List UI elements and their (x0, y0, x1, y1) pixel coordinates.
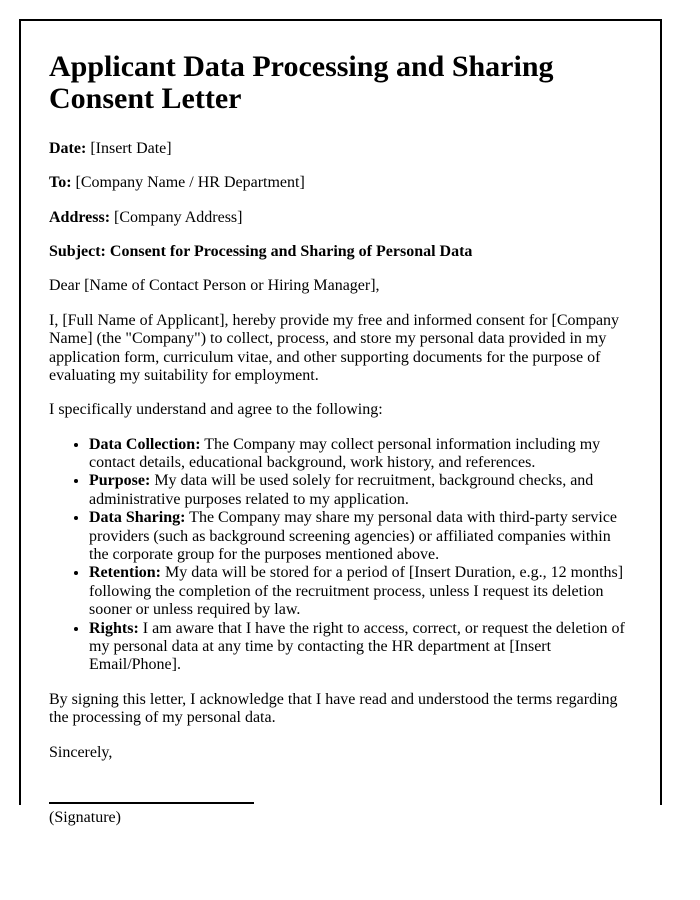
bullet-label: Data Collection: (89, 435, 201, 453)
consent-letter-document (19, 19, 662, 827)
consent-terms-list (49, 436, 632, 675)
bullet-item-retention (89, 564, 632, 619)
address-field (49, 209, 632, 227)
bullet-text: The Company may share my personal data with third-party service providers (such as background screening agencies) or affiliated companies within the corporate group for the purposes mentioned above. (89, 509, 618, 564)
signature-caption: (Signature) (49, 809, 121, 827)
address-label: Address: (49, 208, 111, 226)
to-field (49, 174, 632, 192)
subject-text: Subject: Consent for Processing and Sharing of Personal Data (49, 242, 473, 260)
bullet-label: Data Sharing: (89, 509, 186, 527)
bullet-label: Purpose: (89, 472, 151, 490)
subject-line (49, 243, 632, 261)
bullet-text: My data will be used solely for recruitment, background checks, and administrative purposes related to my application. (89, 472, 594, 508)
to-value: [Company Name / HR Department] (71, 174, 305, 192)
date-value: [Insert Date] (86, 139, 172, 157)
address-value: [Company Address] (110, 208, 243, 226)
intro-paragraph: I, [Full Name of Applicant], hereby provide my free and informed consent for [Company Name] (the "Company") to collect, process, and store my personal data provided in my application form, curriculum vitae, and other supporting documents for the purpose of evaluating my suitability for employment. (49, 311, 620, 384)
bullet-item-purpose (89, 472, 632, 509)
salutation: Dear [Name of Contact Person or Hiring Manager], (49, 277, 380, 295)
signature-block (49, 790, 632, 828)
bullet-text: My data will be stored for a period of [Insert Duration, e.g., 12 months] following the completion of the recruitment process, unless I request its deletion sooner or unless required by law. (89, 564, 624, 619)
bullet-item-data-collection (89, 436, 632, 473)
date-label: Date: (49, 139, 87, 157)
bullet-text: The Company may collect personal information including my contact details, educational background, work history, and references. (89, 435, 601, 472)
date-field (49, 140, 632, 158)
signature-line (49, 790, 254, 804)
closing-paragraph: By signing this letter, I acknowledge that I have read and understood the terms regarding the processing of my personal data. (49, 690, 618, 727)
bullet-item-rights (89, 620, 632, 675)
bullet-text: I am aware that I have the right to access, correct, or request the deletion of my personal data at any time by contacting the HR department at [Insert Email/Phone]. (89, 619, 625, 674)
bullet-label: Rights: (89, 619, 139, 637)
document-title: Applicant Data Processing and Sharing Consent Letter (49, 50, 554, 116)
bullet-label: Retention: (89, 564, 161, 582)
bullet-item-data-sharing (89, 509, 632, 564)
to-label: To: (49, 174, 72, 192)
signoff: Sincerely, (49, 743, 113, 761)
list-intro: I specifically understand and agree to the following: (49, 401, 383, 419)
